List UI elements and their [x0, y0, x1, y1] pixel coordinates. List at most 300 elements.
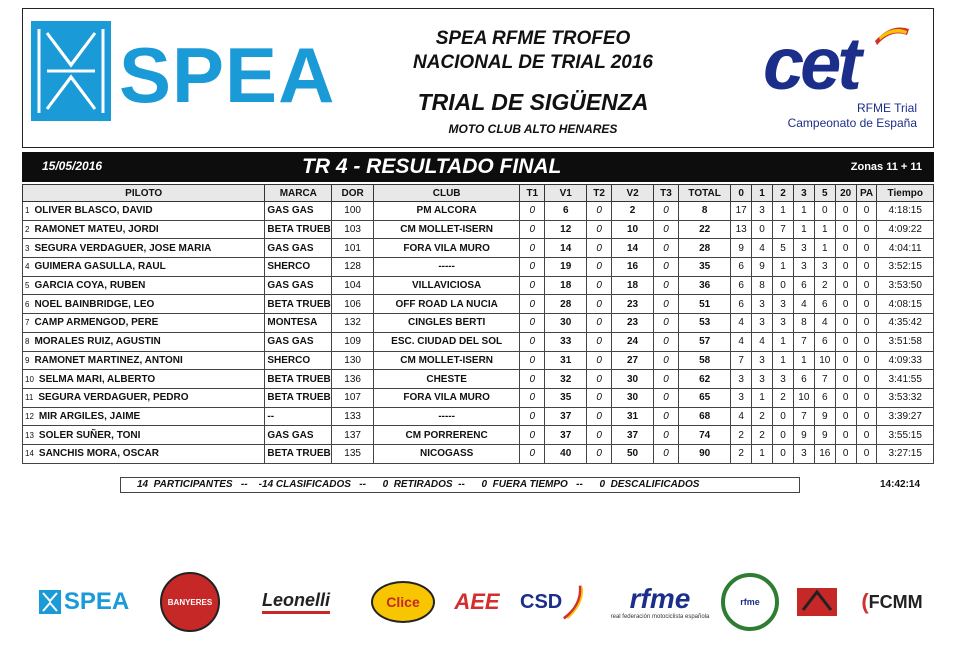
t1-cell: 0: [520, 239, 545, 258]
pa-cell: 0: [856, 388, 877, 407]
table-header-row: [23, 185, 934, 202]
z5-cell: 1: [814, 220, 835, 239]
pa-cell: 0: [856, 258, 877, 277]
position-number: 14: [25, 449, 34, 459]
club-cell: NICOGASS: [374, 444, 520, 463]
dor-cell: 128: [332, 258, 374, 277]
sponsor-clice: Clice: [370, 572, 436, 632]
column-header: V1: [545, 185, 587, 202]
total-cell: 22: [679, 220, 731, 239]
rider-name: MIR ARGILES, JAIME: [38, 410, 141, 422]
z2-cell: 0: [773, 426, 794, 445]
t3-cell: 0: [653, 444, 678, 463]
t2-cell: 0: [587, 370, 612, 389]
cet-logo: [753, 15, 923, 141]
position-number: 11: [25, 393, 34, 403]
z3-cell: 1: [793, 202, 814, 221]
table-row: [23, 239, 934, 258]
total-cell: 58: [679, 351, 731, 370]
column-header: CLUB: [374, 185, 520, 202]
t1-cell: 0: [520, 332, 545, 351]
z5-cell: 1: [814, 239, 835, 258]
table-row: [23, 388, 934, 407]
total-cell: 28: [679, 239, 731, 258]
pa-cell: 0: [856, 295, 877, 314]
dor-cell: 130: [332, 351, 374, 370]
column-header: 0: [731, 185, 752, 202]
club-cell: VILLAVICIOSA: [374, 276, 520, 295]
t3-cell: 0: [653, 388, 678, 407]
z20-cell: 0: [835, 239, 856, 258]
z5-cell: 6: [814, 388, 835, 407]
z3-cell: 3: [793, 239, 814, 258]
t1-cell: 0: [520, 220, 545, 239]
t3-cell: 0: [653, 426, 678, 445]
club-cell: PM ALCORA: [374, 202, 520, 221]
rider-cell: [23, 444, 265, 463]
tiempo-cell: 4:09:22: [877, 220, 934, 239]
t1-cell: 0: [520, 444, 545, 463]
dor-cell: 137: [332, 426, 374, 445]
t3-cell: 0: [653, 351, 678, 370]
print-time: 14:42:14: [880, 479, 921, 490]
cet-wordmark: cet: [763, 22, 858, 105]
table-row: [23, 295, 934, 314]
z2-cell: 3: [773, 314, 794, 333]
pa-cell: 0: [856, 426, 877, 445]
tiempo-cell: 3:27:15: [877, 444, 934, 463]
v1-cell: 30: [545, 314, 587, 333]
pa-cell: 0: [856, 314, 877, 333]
z0-cell: 9: [731, 239, 752, 258]
z2-cell: 5: [773, 239, 794, 258]
pa-cell: 0: [856, 202, 877, 221]
v2-cell: 37: [612, 426, 654, 445]
t3-cell: 0: [653, 370, 678, 389]
z20-cell: 0: [835, 295, 856, 314]
z0-cell: 6: [731, 276, 752, 295]
total-cell: 51: [679, 295, 731, 314]
rider-name: SEGURA VERDAGUER, JOSE MARIA: [34, 242, 212, 254]
t3-cell: 0: [653, 202, 678, 221]
sponsor-spea: SPEA: [24, 572, 144, 632]
t2-cell: 0: [587, 220, 612, 239]
table-row: [23, 351, 934, 370]
v2-cell: 23: [612, 314, 654, 333]
column-header: DOR: [332, 185, 374, 202]
tiempo-cell: 3:53:50: [877, 276, 934, 295]
rider-cell: [23, 239, 265, 258]
t1-cell: 0: [520, 258, 545, 277]
t2-cell: 0: [587, 388, 612, 407]
pa-cell: 0: [856, 276, 877, 295]
rider-name: SOLER SUÑER, TONI: [38, 429, 141, 441]
club-cell: CM PORRERENC: [374, 426, 520, 445]
v2-cell: 16: [612, 258, 654, 277]
z3-cell: 6: [793, 276, 814, 295]
spea-small-emblem-icon: [39, 590, 61, 614]
z5-cell: 0: [814, 202, 835, 221]
pa-cell: 0: [856, 239, 877, 258]
pa-cell: 0: [856, 444, 877, 463]
total-cell: 35: [679, 258, 731, 277]
z1-cell: 9: [752, 258, 773, 277]
sponsor-fcmm: ( FCMM: [861, 589, 923, 614]
z0-cell: 3: [731, 388, 752, 407]
v1-cell: 19: [545, 258, 587, 277]
pa-cell: 0: [856, 370, 877, 389]
marca-cell: GAS GAS: [265, 202, 332, 221]
z1-cell: 3: [752, 370, 773, 389]
organizer-club: MOTO CLUB ALTO HENARES: [448, 122, 618, 136]
z5-cell: 3: [814, 258, 835, 277]
v2-cell: 14: [612, 239, 654, 258]
table-row: [23, 220, 934, 239]
t2-cell: 0: [587, 276, 612, 295]
z2-cell: 0: [773, 444, 794, 463]
column-header: T3: [653, 185, 678, 202]
z3-cell: 3: [793, 444, 814, 463]
rider-cell: [23, 202, 265, 221]
tiempo-cell: 3:39:27: [877, 407, 934, 426]
rider-cell: [23, 351, 265, 370]
club-cell: ESC. CIUDAD DEL SOL: [374, 332, 520, 351]
t3-cell: 0: [653, 258, 678, 277]
tiempo-cell: 4:18:15: [877, 202, 934, 221]
dor-cell: 104: [332, 276, 374, 295]
z20-cell: 0: [835, 444, 856, 463]
v1-cell: 18: [545, 276, 587, 295]
marca-cell: GAS GAS: [265, 332, 332, 351]
rider-cell: [23, 388, 265, 407]
z2-cell: 0: [773, 276, 794, 295]
z3-cell: 1: [793, 220, 814, 239]
t3-cell: 0: [653, 239, 678, 258]
column-header: PA: [856, 185, 877, 202]
z1-cell: 1: [752, 444, 773, 463]
position-number: 12: [25, 411, 34, 421]
t1-cell: 0: [520, 388, 545, 407]
z0-cell: 2: [731, 426, 752, 445]
tiempo-cell: 4:08:15: [877, 295, 934, 314]
marca-cell: SHERCO: [265, 351, 332, 370]
table-row: [23, 258, 934, 277]
t2-cell: 0: [587, 444, 612, 463]
column-header: 20: [835, 185, 856, 202]
t1-cell: 0: [520, 351, 545, 370]
v2-cell: 23: [612, 295, 654, 314]
marca-cell: BETA TRUEB: [265, 388, 332, 407]
sponsor-leonelli: Leonelli: [240, 572, 352, 632]
z20-cell: 0: [835, 202, 856, 221]
position-number: 6: [25, 299, 30, 309]
pa-cell: 0: [856, 332, 877, 351]
dor-cell: 135: [332, 444, 374, 463]
summary-line: 14 PARTICIPANTES -- -14 CLASIFICADOS -- 0 RETIRADOS -- 0 FUERA TIEMPO -- 0 DESCALIFICADOS: [120, 477, 800, 493]
rider-name: GUIMERA GASULLA, RAUL: [34, 261, 166, 273]
pa-cell: 0: [856, 351, 877, 370]
column-header: 1: [752, 185, 773, 202]
dor-cell: 133: [332, 407, 374, 426]
z20-cell: 0: [835, 276, 856, 295]
table-row: [23, 426, 934, 445]
t1-cell: 0: [520, 370, 545, 389]
column-header: TOTAL: [679, 185, 731, 202]
t2-cell: 0: [587, 295, 612, 314]
t3-cell: 0: [653, 332, 678, 351]
t3-cell: 0: [653, 295, 678, 314]
z1-cell: 3: [752, 295, 773, 314]
z1-cell: 4: [752, 332, 773, 351]
trophy-title-line1: SPEA RFME TROFEO: [435, 28, 631, 49]
sponsor-emblem: [790, 572, 844, 632]
z2-cell: 0: [773, 407, 794, 426]
position-number: 5: [25, 281, 30, 291]
z1-cell: 0: [752, 220, 773, 239]
v1-cell: 37: [545, 407, 587, 426]
header-panel: [22, 8, 934, 148]
t2-cell: 0: [587, 202, 612, 221]
table-row: [23, 407, 934, 426]
rider-name: OLIVER BLASCO, DAVID: [34, 205, 153, 217]
table-row: [23, 332, 934, 351]
z20-cell: 0: [835, 220, 856, 239]
z5-cell: 2: [814, 276, 835, 295]
spea-emblem-icon: [31, 21, 111, 121]
z5-cell: 9: [814, 407, 835, 426]
z20-cell: 0: [835, 426, 856, 445]
z3-cell: 6: [793, 370, 814, 389]
v1-cell: 31: [545, 351, 587, 370]
z1-cell: 4: [752, 239, 773, 258]
z1-cell: 8: [752, 276, 773, 295]
v1-cell: 6: [545, 202, 587, 221]
column-header: Tiempo: [877, 185, 934, 202]
dor-cell: 106: [332, 295, 374, 314]
marca-cell: MONTESA: [265, 314, 332, 333]
crest-icon: [793, 582, 841, 622]
z5-cell: 9: [814, 426, 835, 445]
z5-cell: 16: [814, 444, 835, 463]
tiempo-cell: 4:09:33: [877, 351, 934, 370]
club-cell: CM MOLLET-ISERN: [374, 351, 520, 370]
club-cell: OFF ROAD LA NUCIA: [374, 295, 520, 314]
marca-cell: --: [265, 407, 332, 426]
t1-cell: 0: [520, 426, 545, 445]
v2-cell: 2: [612, 202, 654, 221]
z0-cell: 6: [731, 258, 752, 277]
tiempo-cell: 3:51:58: [877, 332, 934, 351]
z0-cell: 4: [731, 314, 752, 333]
z20-cell: 0: [835, 370, 856, 389]
t2-cell: 0: [587, 258, 612, 277]
rider-name: SEGURA VERDAGUER, PEDRO: [38, 392, 189, 404]
marca-cell: GAS GAS: [265, 239, 332, 258]
rider-cell: [23, 332, 265, 351]
z1-cell: 2: [752, 426, 773, 445]
z5-cell: 4: [814, 314, 835, 333]
rider-cell: [23, 220, 265, 239]
club-cell: CINGLES BERTI: [374, 314, 520, 333]
t3-cell: 0: [653, 314, 678, 333]
table-row: [23, 314, 934, 333]
club-cell: CM MOLLET-ISERN: [374, 220, 520, 239]
table-row: [23, 276, 934, 295]
dor-cell: 100: [332, 202, 374, 221]
rider-cell: [23, 276, 265, 295]
z2-cell: 1: [773, 202, 794, 221]
event-name: TRIAL DE SIGÜENZA: [417, 89, 649, 115]
total-cell: 62: [679, 370, 731, 389]
cet-subtitle: RFME Trial Campeonato de España: [787, 101, 917, 130]
v1-cell: 35: [545, 388, 587, 407]
total-cell: 68: [679, 407, 731, 426]
position-number: 8: [25, 337, 30, 347]
spea-logo: [31, 21, 336, 121]
position-number: 13: [25, 430, 34, 440]
z20-cell: 0: [835, 332, 856, 351]
marca-cell: GAS GAS: [265, 276, 332, 295]
dor-cell: 107: [332, 388, 374, 407]
z3-cell: 3: [793, 258, 814, 277]
position-number: 3: [25, 243, 30, 253]
position-number: 1: [25, 206, 30, 216]
sponsor-aee: AEE: [454, 589, 500, 614]
t1-cell: 0: [520, 202, 545, 221]
column-header: V2: [612, 185, 654, 202]
z2-cell: 1: [773, 351, 794, 370]
z20-cell: 0: [835, 407, 856, 426]
table-row: [23, 202, 934, 221]
results-table: [22, 184, 934, 464]
t2-cell: 0: [587, 351, 612, 370]
v2-cell: 31: [612, 407, 654, 426]
z2-cell: 7: [773, 220, 794, 239]
dor-cell: 109: [332, 332, 374, 351]
total-cell: 74: [679, 426, 731, 445]
v1-cell: 28: [545, 295, 587, 314]
csd-swoosh-icon: [562, 582, 584, 622]
t3-cell: 0: [653, 407, 678, 426]
t3-cell: 0: [653, 220, 678, 239]
event-date: 15/05/2016: [42, 159, 103, 173]
t3-cell: 0: [653, 276, 678, 295]
dor-cell: 136: [332, 370, 374, 389]
rider-name: CAMP ARMENGOD, PERE: [34, 317, 159, 329]
position-number: 10: [25, 374, 34, 384]
total-cell: 57: [679, 332, 731, 351]
rider-name: SANCHIS MORA, OSCAR: [38, 448, 159, 460]
v1-cell: 32: [545, 370, 587, 389]
t2-cell: 0: [587, 239, 612, 258]
t2-cell: 0: [587, 426, 612, 445]
rider-cell: [23, 407, 265, 426]
t2-cell: 0: [587, 407, 612, 426]
t2-cell: 0: [587, 332, 612, 351]
total-cell: 8: [679, 202, 731, 221]
z1-cell: 1: [752, 388, 773, 407]
sponsor-medio-ambiente: rfme: [720, 572, 780, 632]
pa-cell: 0: [856, 220, 877, 239]
pa-cell: 0: [856, 407, 877, 426]
v1-cell: 40: [545, 444, 587, 463]
marca-cell: GAS GAS: [265, 426, 332, 445]
column-header: 2: [773, 185, 794, 202]
position-number: 9: [25, 355, 30, 365]
z5-cell: 6: [814, 295, 835, 314]
rider-cell: [23, 295, 265, 314]
total-cell: 36: [679, 276, 731, 295]
z2-cell: 1: [773, 258, 794, 277]
z3-cell: 9: [793, 426, 814, 445]
club-cell: -----: [374, 258, 520, 277]
rider-name: GARCIA COYA, RUBEN: [34, 280, 146, 292]
z0-cell: 7: [731, 351, 752, 370]
tiempo-cell: 3:55:15: [877, 426, 934, 445]
rider-cell: [23, 258, 265, 277]
event-titles: [353, 27, 713, 137]
table-row: [23, 444, 934, 463]
v1-cell: 33: [545, 332, 587, 351]
v2-cell: 18: [612, 276, 654, 295]
v1-cell: 14: [545, 239, 587, 258]
table-row: [23, 370, 934, 389]
z20-cell: 0: [835, 388, 856, 407]
z1-cell: 2: [752, 407, 773, 426]
trophy-title-line2: NACIONAL DE TRIAL 2016: [412, 52, 653, 73]
t1-cell: 0: [520, 276, 545, 295]
z0-cell: 3: [731, 370, 752, 389]
v1-cell: 12: [545, 220, 587, 239]
z0-cell: 2: [731, 444, 752, 463]
tiempo-cell: 3:41:55: [877, 370, 934, 389]
v2-cell: 30: [612, 370, 654, 389]
z5-cell: 10: [814, 351, 835, 370]
sponsor-strip: [20, 572, 940, 632]
position-number: 4: [25, 262, 30, 272]
club-cell: -----: [374, 407, 520, 426]
t1-cell: 0: [520, 407, 545, 426]
results-title: TR 4 - RESULTADO FINAL: [302, 155, 562, 178]
rider-name: NOEL BAINBRIDGE, LEO: [34, 298, 155, 310]
z3-cell: 1: [793, 351, 814, 370]
marca-cell: BETA TRUEB: [265, 370, 332, 389]
z0-cell: 17: [731, 202, 752, 221]
spea-wordmark: SPEA: [119, 31, 336, 119]
rider-cell: [23, 314, 265, 333]
marca-cell: SHERCO: [265, 258, 332, 277]
z3-cell: 7: [793, 407, 814, 426]
results-title-bar: [22, 152, 934, 182]
position-number: 2: [25, 225, 30, 235]
v2-cell: 24: [612, 332, 654, 351]
sponsor-banyeres: BANYERES: [158, 572, 222, 632]
z3-cell: 7: [793, 332, 814, 351]
rider-cell: [23, 426, 265, 445]
v2-cell: 10: [612, 220, 654, 239]
tiempo-cell: 4:04:11: [877, 239, 934, 258]
t1-cell: 0: [520, 314, 545, 333]
z0-cell: 4: [731, 407, 752, 426]
rider-name: RAMONET MARTINEZ, ANTONI: [34, 354, 183, 366]
tiempo-cell: 3:53:32: [877, 388, 934, 407]
z20-cell: 0: [835, 351, 856, 370]
zones-count: Zonas 11 + 11: [850, 161, 922, 173]
z2-cell: 2: [773, 388, 794, 407]
spain-flag-icon: [871, 21, 911, 49]
dor-cell: 132: [332, 314, 374, 333]
v1-cell: 37: [545, 426, 587, 445]
